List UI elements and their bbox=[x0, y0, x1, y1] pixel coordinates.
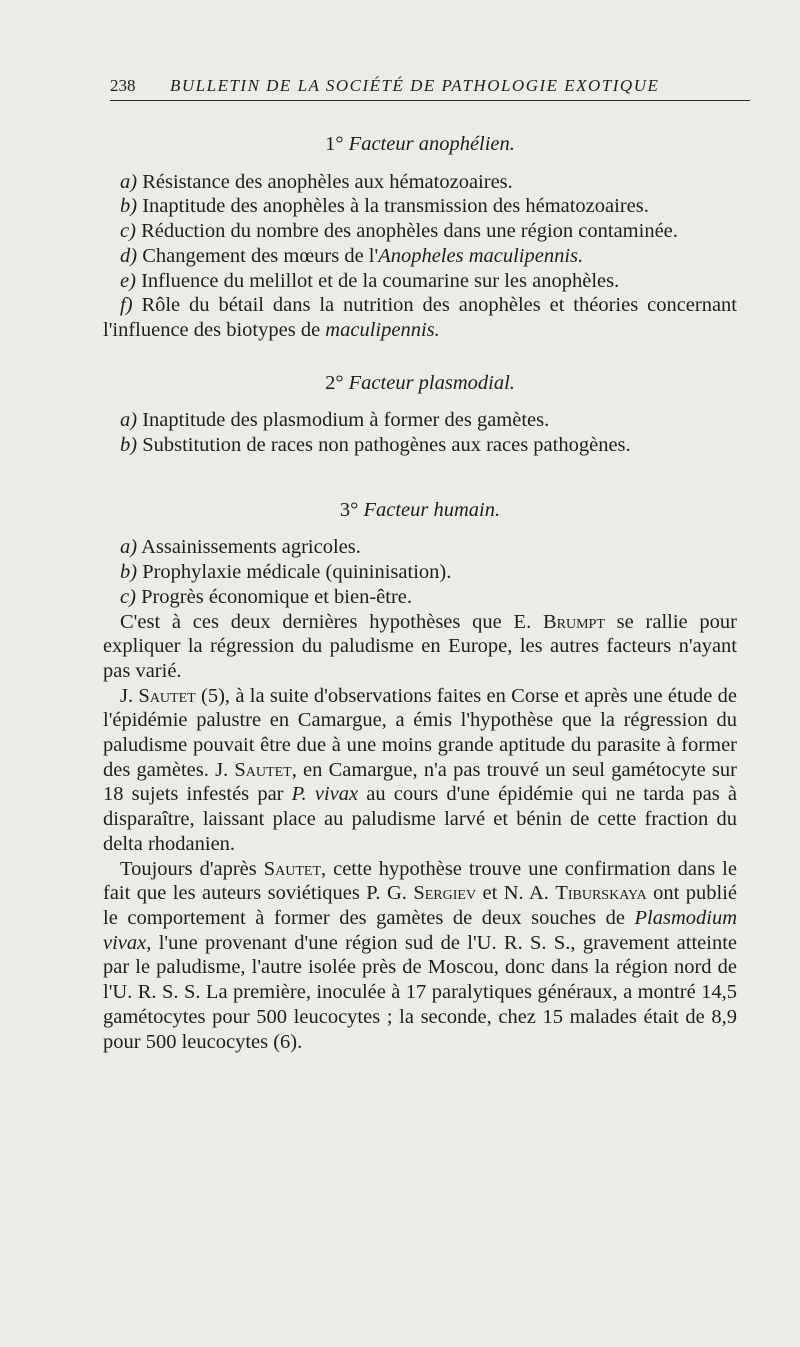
item-text: Changement des mœurs de l' bbox=[142, 244, 379, 267]
species-name: maculipennis. bbox=[325, 318, 440, 341]
paragraph-text: au cours d'une épidémie qui ne tarda pas à disparaître, laissant place au paludisme larvé et bénin de cette fraction du delta rhodanien. bbox=[103, 783, 737, 855]
list-item bbox=[103, 293, 737, 342]
item-label: f) bbox=[120, 294, 133, 317]
section-heading-2 bbox=[103, 371, 737, 396]
author-name: Sautet bbox=[234, 758, 292, 781]
species-name: Plasmodium vivax bbox=[103, 906, 737, 954]
list-item bbox=[103, 408, 737, 433]
item-label: b) bbox=[120, 434, 138, 457]
list-item bbox=[103, 170, 737, 195]
item-label: b) bbox=[120, 561, 138, 584]
item-text: Assainissements agricoles. bbox=[141, 536, 361, 559]
item-label: b) bbox=[120, 195, 138, 218]
paragraph-text: (5), à la suite d'observations faites en Corse et après une étude de l'épidémie palustre en Camargue, a émis l'hypothèse que la régression du paludisme pouvait être due à une moins grande aptitude du parasite à former des gamètes. J. bbox=[103, 684, 737, 781]
item-label: a) bbox=[120, 409, 138, 432]
section-title: Facteur plasmodial. bbox=[348, 371, 515, 394]
list-item bbox=[103, 585, 737, 610]
list-item bbox=[103, 560, 737, 585]
author-name: Tiburskaya bbox=[555, 882, 647, 905]
item-text: Influence du melillot et de la coumarine sur les anophèles. bbox=[141, 269, 620, 292]
paragraph-brumpt bbox=[103, 610, 737, 684]
species-name: P. vivax bbox=[291, 783, 359, 806]
list-item bbox=[103, 219, 737, 244]
paragraph-text: ont publié le comportement à former des gamètes de deux souches de bbox=[103, 882, 738, 929]
item-text: Progrès économique et bien-être. bbox=[141, 585, 413, 608]
section-heading-1 bbox=[103, 132, 737, 157]
paragraph-text: Toujours d'après bbox=[120, 857, 264, 880]
list-item bbox=[103, 194, 737, 219]
paragraph-sautet bbox=[103, 684, 737, 857]
item-text: Prophylaxie médicale (quininisation). bbox=[142, 561, 452, 584]
section-number: 1° bbox=[325, 133, 344, 155]
section-title: Facteur anophélien. bbox=[348, 133, 515, 155]
author-name: Sergiev bbox=[413, 882, 477, 905]
paragraph-soviet bbox=[103, 857, 737, 1055]
running-header bbox=[110, 70, 750, 101]
item-label: a) bbox=[120, 536, 138, 559]
section-heading-3 bbox=[103, 498, 737, 523]
section-title: Facteur humain. bbox=[363, 498, 501, 521]
list-item bbox=[103, 535, 737, 560]
list-item bbox=[103, 269, 737, 294]
item-text: Inaptitude des anophèles à la transmission des hématozoaires. bbox=[142, 195, 649, 218]
item-label: d) bbox=[120, 244, 138, 267]
item-text: Rôle du bétail dans la nutrition des anophèles et théories concernant l'influence des biotypes de bbox=[103, 294, 738, 341]
running-title: BULLETIN DE LA SOCIÉTÉ DE PATHOLOGIE EXOTIQUE bbox=[170, 76, 660, 95]
paragraph-text: , cette hypothèse trouve une confirmation dans le fait que les auteurs soviétiques P. G. bbox=[103, 857, 737, 905]
list-item bbox=[103, 244, 737, 269]
paragraph-text: C'est à ces deux dernières hypothèses que E. bbox=[120, 610, 543, 633]
page-body bbox=[103, 132, 737, 1054]
item-text: Inaptitude des plasmodium à former des gamètes. bbox=[142, 409, 550, 432]
item-label: c) bbox=[120, 220, 136, 243]
item-label: e) bbox=[120, 269, 136, 292]
item-text: Résistance des anophèles aux hématozoaires. bbox=[142, 170, 513, 193]
species-name: Anopheles maculipennis. bbox=[378, 244, 584, 267]
item-text: Réduction du nombre des anophèles dans une région contaminée. bbox=[141, 220, 678, 243]
paragraph-text: et N. A. bbox=[476, 882, 556, 905]
author-name: Sautet bbox=[138, 684, 196, 707]
item-text: Substitution de races non pathogènes aux races pathogènes. bbox=[142, 434, 631, 457]
author-name: Sautet bbox=[263, 857, 322, 880]
section-number: 2° bbox=[325, 371, 344, 394]
paragraph-text: se rallie pour expliquer la régression du paludisme en Europe, les autres facteurs n'ayant pas varié. bbox=[103, 610, 738, 682]
author-name: Brumpt bbox=[542, 610, 605, 633]
page-number: 238 bbox=[110, 76, 136, 95]
paragraph-text: , l'une provenant d'une région sud de l'U. R. S. S., gravement atteinte par le paludisme, l'autre isolée près de Moscou, donc dans la région nord de l'U. R. S. S. La première, inoculée à 17 paralytiques généraux, a montré 14,5 gamétocytes pour 500 leucocytes ; la seconde, chez 15 malades était de 8,9 pour 500 leucocytes (6). bbox=[103, 931, 737, 1053]
section-number: 3° bbox=[339, 498, 359, 521]
item-label: c) bbox=[120, 585, 136, 608]
paragraph-text: J. bbox=[120, 684, 139, 707]
list-item bbox=[103, 433, 737, 458]
item-label: a) bbox=[120, 170, 138, 193]
paragraph-text: , en Camargue, n'a pas trouvé un seul gamétocyte sur 18 sujets infestés par bbox=[103, 758, 737, 806]
